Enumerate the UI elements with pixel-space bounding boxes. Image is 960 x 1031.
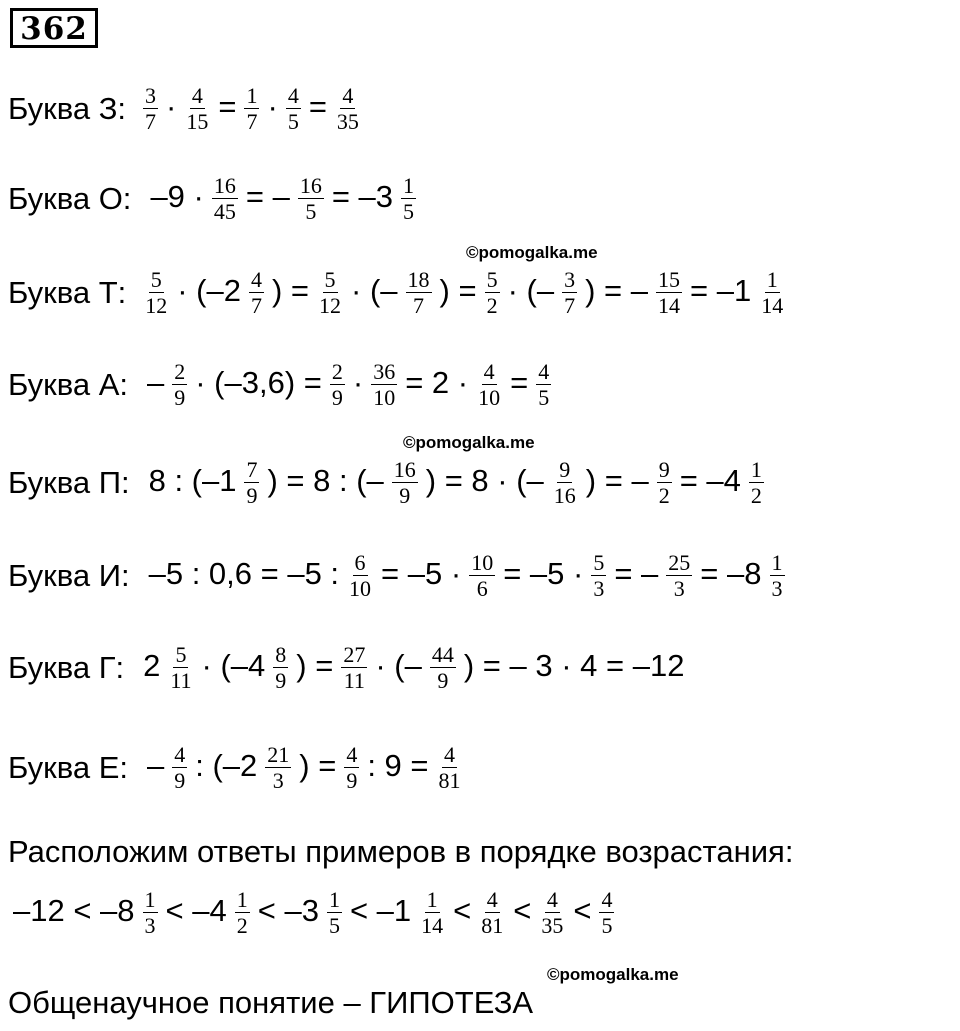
numerator: 4 — [287, 83, 299, 108]
math-text: · (–2 — [177, 272, 241, 308]
denominator: 81 — [438, 768, 461, 794]
fraction — [244, 458, 259, 507]
numerator: 27 — [343, 642, 366, 667]
watermark: ©pomogalka.me — [547, 965, 679, 984]
denominator: 35 — [541, 913, 564, 939]
denominator: 7 — [564, 293, 576, 319]
fraction — [599, 888, 614, 937]
denominator: 5 — [287, 109, 299, 135]
numerator: 5 — [593, 550, 605, 575]
fraction — [298, 174, 324, 223]
fraction — [392, 458, 418, 507]
math-text: ) = — [439, 272, 477, 308]
denominator: 7 — [413, 293, 425, 319]
numerator: 9 — [658, 457, 670, 482]
math-text: – — [147, 364, 165, 400]
math-text: · — [352, 364, 364, 400]
denominator: 5 — [328, 913, 340, 939]
denominator: 16 — [553, 483, 576, 509]
numerator: 2 — [174, 359, 186, 384]
expression — [140, 268, 788, 317]
math-text: < — [573, 892, 592, 928]
math-text: ) = – 3 · 4 = –12 — [463, 647, 685, 683]
numerator: 3 — [145, 83, 157, 108]
denominator: 3 — [771, 576, 783, 602]
math-text: = 2 · — [405, 364, 469, 400]
fraction — [249, 268, 264, 317]
numerator: 1 — [771, 550, 783, 575]
fraction — [347, 551, 373, 600]
row-label: Буква Т: — [8, 275, 127, 311]
numerator: 4 — [191, 83, 203, 108]
math-text: = — [218, 88, 237, 124]
math-text: · — [166, 88, 177, 124]
expression — [138, 643, 689, 692]
math-text: · — [267, 88, 278, 124]
order-heading: Расположим ответы примеров в порядке возрастания: — [8, 834, 794, 869]
math-text: < –1 — [349, 892, 412, 928]
fraction — [479, 888, 505, 937]
fraction — [184, 84, 210, 133]
math-text: · (– — [375, 647, 422, 683]
numerator: 4 — [251, 267, 262, 292]
math-text: < –3 — [257, 892, 319, 928]
fraction — [562, 268, 577, 317]
row-label: Буква З: — [8, 91, 127, 127]
numerator: 1 — [426, 887, 438, 912]
math-text: = –5 · — [503, 555, 584, 591]
fraction — [770, 551, 785, 600]
denominator: 9 — [346, 768, 358, 794]
fraction — [371, 360, 397, 409]
numerator: 1 — [403, 173, 415, 198]
denominator: 5 — [601, 913, 613, 939]
fraction — [212, 174, 238, 223]
numerator: 2 — [331, 359, 343, 384]
numerator: 4 — [486, 887, 498, 912]
order-inequality — [8, 888, 617, 937]
conclusion: Общенаучное понятие – ГИПОТЕЗА — [8, 985, 534, 1020]
numerator: 44 — [431, 642, 454, 667]
math-text: 2 — [143, 647, 161, 683]
fraction — [759, 268, 785, 317]
denominator: 9 — [331, 385, 343, 411]
fraction — [286, 84, 301, 133]
denominator: 7 — [145, 109, 157, 135]
numerator: 16 — [213, 173, 236, 198]
denominator: 10 — [478, 385, 501, 411]
numerator: 5 — [324, 267, 336, 292]
fraction — [335, 84, 361, 133]
math-text: ) = — [296, 647, 334, 683]
fraction — [430, 643, 456, 692]
math-text: · (–3,6) = — [195, 364, 322, 400]
row-letter-g — [8, 643, 689, 692]
numerator: 1 — [328, 887, 340, 912]
row-label: Буква О: — [8, 181, 132, 217]
numerator: 6 — [354, 550, 366, 575]
fraction — [172, 743, 187, 792]
denominator: 2 — [658, 483, 670, 509]
numerator: 1 — [766, 267, 778, 292]
numerator: 36 — [373, 359, 396, 384]
denominator: 15 — [186, 109, 209, 135]
math-text: · (– — [507, 272, 555, 308]
row-label: Буква А: — [8, 367, 128, 403]
math-text: ) = – — [585, 462, 649, 498]
numerator: 5 — [175, 642, 187, 667]
denominator: 9 — [275, 668, 287, 694]
numerator: 4 — [601, 887, 613, 912]
numerator: 3 — [564, 267, 576, 292]
expression — [144, 458, 767, 507]
math-text: · (–4 — [201, 647, 266, 683]
fraction — [143, 84, 158, 133]
expression — [142, 360, 554, 409]
denominator: 10 — [373, 385, 396, 411]
denominator: 9 — [246, 483, 258, 509]
math-text: : (–2 — [195, 747, 258, 783]
denominator: 3 — [272, 768, 284, 794]
row-letter-o — [8, 174, 419, 223]
numerator: 7 — [246, 457, 258, 482]
row-label: Буква И: — [8, 558, 130, 594]
denominator: 12 — [319, 293, 342, 319]
expression — [140, 84, 364, 133]
numerator: 1 — [750, 457, 762, 482]
fraction — [330, 360, 345, 409]
denominator: 2 — [750, 483, 762, 509]
numerator: 9 — [559, 457, 571, 482]
numerator: 1 — [246, 83, 258, 108]
numerator: 16 — [393, 457, 416, 482]
fraction — [419, 888, 445, 937]
math-text: = — [510, 364, 529, 400]
fraction — [143, 268, 169, 317]
numerator: 21 — [267, 742, 290, 767]
row-letter-p — [8, 458, 767, 507]
fraction — [469, 551, 495, 600]
fraction — [406, 268, 432, 317]
fraction — [273, 643, 288, 692]
denominator: 5 — [305, 199, 317, 225]
fraction — [437, 743, 463, 792]
numerator: 10 — [471, 550, 494, 575]
fraction — [476, 360, 502, 409]
row-letter-i — [8, 551, 788, 600]
fraction — [591, 551, 606, 600]
row-label: Буква П: — [8, 465, 130, 501]
math-text: – — [147, 747, 165, 783]
math-text: –5 : 0,6 = –5 : — [148, 555, 340, 591]
denominator: 5 — [538, 385, 550, 411]
math-text: ) = — [299, 747, 337, 783]
math-text: : 9 = — [367, 747, 429, 783]
numerator: 15 — [658, 267, 680, 292]
math-text: < — [513, 892, 532, 928]
denominator: 9 — [399, 483, 411, 509]
denominator: 14 — [761, 293, 784, 319]
expression — [144, 551, 788, 600]
fraction — [172, 360, 187, 409]
fraction — [552, 458, 578, 507]
fraction — [485, 268, 500, 317]
denominator: 3 — [593, 576, 605, 602]
fraction — [749, 458, 764, 507]
row-letter-a — [8, 360, 554, 409]
numerator: 4 — [483, 359, 495, 384]
fraction — [401, 174, 416, 223]
math-text: = — [308, 88, 327, 124]
fraction — [168, 643, 193, 692]
watermark: ©pomogalka.me — [403, 433, 535, 452]
math-text: = – — [614, 555, 659, 591]
numerator: 4 — [346, 742, 358, 767]
numerator: 4 — [538, 359, 550, 384]
fraction — [657, 458, 672, 507]
fraction — [235, 888, 250, 937]
fraction — [341, 643, 367, 692]
fraction — [539, 888, 565, 937]
math-text: = –8 — [700, 555, 762, 591]
expression — [142, 743, 466, 792]
fraction — [327, 888, 342, 937]
math-text: –9 · — [150, 178, 204, 214]
row-letter-z — [8, 84, 364, 133]
denominator: 5 — [403, 199, 415, 225]
numerator: 1 — [236, 887, 248, 912]
math-text: ) = 8 · (– — [425, 462, 544, 498]
numerator: 4 — [444, 742, 456, 767]
row-letter-t — [8, 268, 788, 317]
denominator: 6 — [476, 576, 488, 602]
denominator: 11 — [343, 668, 365, 694]
denominator: 14 — [658, 293, 680, 319]
numerator: 5 — [486, 267, 498, 292]
math-text: = –1 — [690, 272, 752, 308]
problem-number: 362 — [10, 8, 98, 48]
denominator: 9 — [174, 385, 186, 411]
math-text: · (– — [351, 272, 398, 308]
math-text: ) = 8 : (– — [267, 462, 384, 498]
denominator: 2 — [486, 293, 498, 319]
math-text: = – — [245, 178, 290, 214]
denominator: 2 — [236, 913, 248, 939]
fraction — [666, 551, 692, 600]
numerator: 16 — [299, 173, 322, 198]
row-letter-e — [8, 743, 466, 792]
denominator: 81 — [481, 913, 504, 939]
denominator: 12 — [145, 293, 168, 319]
fraction — [344, 743, 359, 792]
fraction — [265, 743, 291, 792]
math-text: = –5 · — [381, 555, 462, 591]
fraction — [244, 84, 259, 133]
denominator: 45 — [213, 199, 236, 225]
expression — [8, 888, 617, 937]
numerator: 25 — [668, 550, 691, 575]
numerator: 18 — [407, 267, 430, 292]
numerator: 4 — [342, 83, 354, 108]
denominator: 11 — [170, 668, 192, 694]
denominator: 9 — [437, 668, 449, 694]
denominator: 7 — [251, 293, 262, 319]
numerator: 4 — [546, 887, 558, 912]
math-text: ) = — [272, 272, 310, 308]
math-text: < — [453, 892, 472, 928]
math-text: 8 : (–1 — [148, 462, 237, 498]
numerator: 1 — [144, 887, 156, 912]
expression — [145, 174, 419, 223]
watermark: ©pomogalka.me — [466, 243, 598, 262]
math-text: ) = – — [585, 272, 648, 308]
denominator: 7 — [246, 109, 258, 135]
fraction — [656, 268, 682, 317]
fraction — [536, 360, 551, 409]
math-text: = –4 — [679, 462, 741, 498]
denominator: 14 — [421, 913, 444, 939]
denominator: 3 — [144, 913, 156, 939]
fraction — [317, 268, 343, 317]
numerator: 5 — [150, 267, 162, 292]
math-text: = –3 — [331, 178, 394, 214]
numerator: 4 — [174, 742, 186, 767]
math-text: < –4 — [165, 892, 227, 928]
fraction — [143, 888, 158, 937]
math-text: –12 < –8 — [13, 892, 135, 928]
row-label: Буква Е: — [8, 750, 128, 786]
numerator: 8 — [275, 642, 287, 667]
denominator: 35 — [336, 109, 359, 135]
row-label: Буква Г: — [8, 650, 125, 686]
denominator: 10 — [349, 576, 372, 602]
denominator: 9 — [174, 768, 186, 794]
denominator: 3 — [673, 576, 685, 602]
